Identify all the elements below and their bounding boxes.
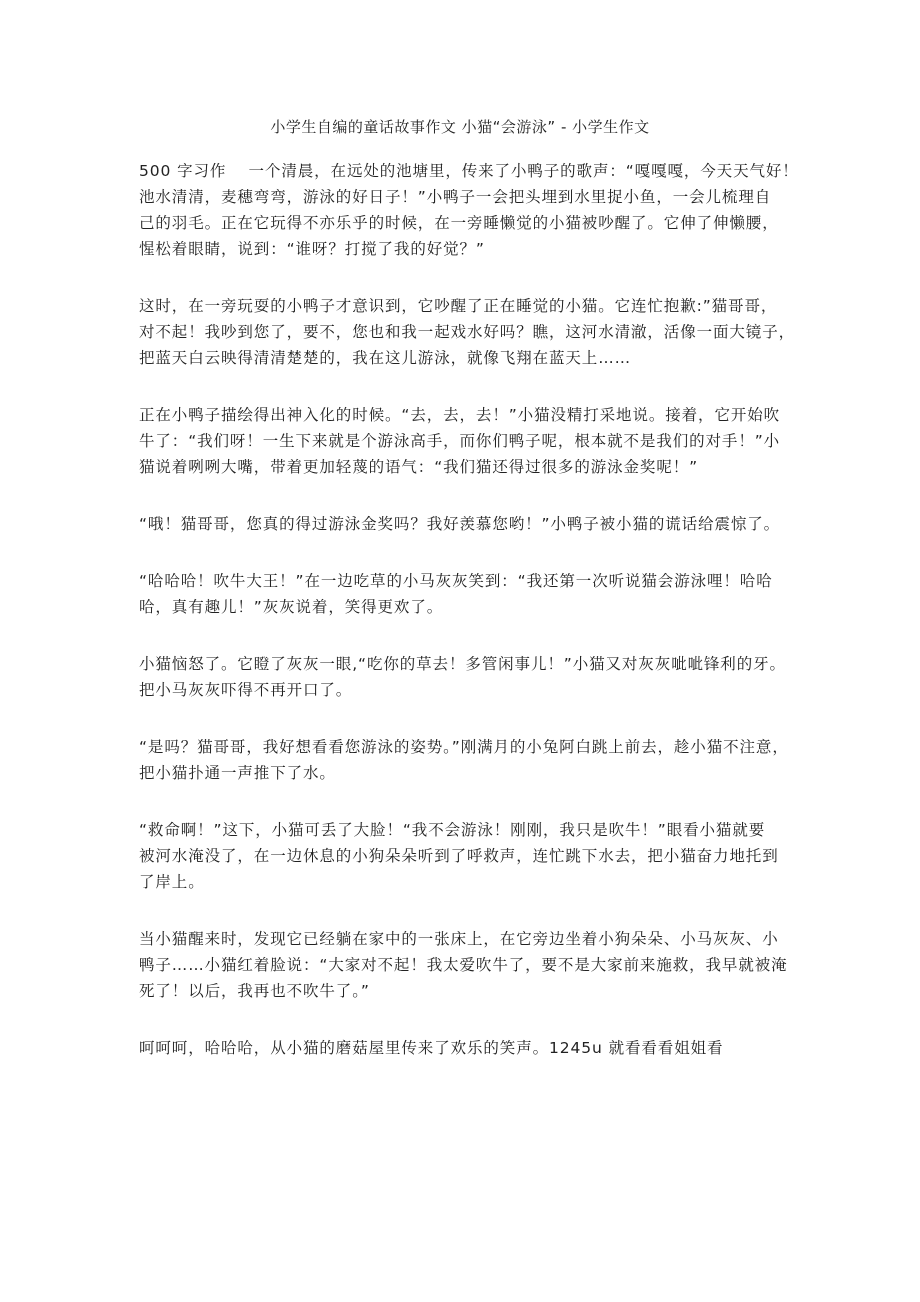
- paragraph-line: 哈，真有趣儿！”灰灰说着，笑得更欢了。: [139, 598, 444, 616]
- document-title: 小学生自编的童话故事作文 小猫“会游泳” - 小学生作文: [270, 118, 650, 136]
- document-body: [139, 158, 799, 1092]
- paragraph: [139, 402, 799, 480]
- paragraph-line: 把蓝天白云映得清清楚楚的，我在这儿游泳，就像飞翔在蓝天上……: [139, 349, 632, 367]
- paragraph: [139, 651, 799, 703]
- paragraph-line: 鸭子……小猫红着脸说：“大家对不起！我太爱吹牛了，要不是大家前来施救，我早就被淹: [139, 956, 788, 974]
- paragraph-line: “哦！猫哥哥，您真的得过游泳金奖吗？我好羡慕您哟！”小鸭子被小猫的谎话给震惊了。: [139, 515, 781, 533]
- paragraph: [139, 817, 799, 895]
- paragraph-line: 猫说着咧咧大嘴，带着更加轻蔑的语气：“我们猫还得过很多的游泳金奖呢！”: [139, 458, 699, 476]
- paragraph-line: 把小马灰灰吓得不再开口了。: [139, 681, 353, 699]
- paragraph-line: “是吗？猫哥哥，我好想看看您游泳的姿势。”刚满月的小兔阿白跳上前去，趁小猫不注意，: [139, 738, 789, 756]
- paragraph-line: “哈哈哈！吹牛大王！”在一边吃草的小马灰灰笑到：“我还第一次听说猫会游泳哩！哈哈: [139, 572, 773, 590]
- paragraph-line: 死了！以后，我再也不吹牛了。”: [139, 982, 370, 1000]
- paragraph: [139, 568, 799, 620]
- paragraph-line: 把小猫扑通一声推下了水。: [139, 764, 336, 782]
- paragraph-line: 当小猫醒来时，发现它已经躺在家中的一张床上，在它旁边坐着小狗朵朵、小马灰灰、小: [139, 930, 779, 948]
- paragraph-line: 500 字习作 一个清晨，在远处的池塘里，传来了小鸭子的歌声：“嘎嘎嘎，今天天气好！: [139, 162, 799, 180]
- paragraph: [139, 511, 799, 537]
- paragraph-line: 对不起！我吵到您了，要不，您也和我一起戏水好吗？瞧，这河水清澈，活像一面大镜子，: [139, 323, 796, 341]
- paragraph-line: 正在小鸭子描绘得出神入化的时候。“去，去，去！”小猫没精打采地说。接着，它开始吹: [139, 406, 781, 424]
- paragraph-line: “救命啊！”这下，小猫可丢了大脸！“我不会游泳！刚刚，我只是吹牛！”眼看小猫就要: [139, 821, 766, 839]
- paragraph-line: 小猫恼怒了。它瞪了灰灰一眼,“吃你的草去！多管闲事儿！”小猫又对灰灰呲呲锋利的牙。: [139, 655, 786, 673]
- paragraph-line: 了岸上。: [139, 873, 205, 891]
- paragraph-line: 牛了：“我们呀！一生下来就是个游泳高手，而你们鸭子呢，根本就不是我们的对手！”小: [139, 432, 781, 450]
- paragraph: [139, 1035, 799, 1061]
- paragraph-line: 呵呵呵，哈哈哈，从小猫的磨菇屋里传来了欢乐的笑声。1245u 就看看看姐姐看: [139, 1039, 724, 1057]
- paragraph-line: 惺松着眼睛，说到：“谁呀？打搅了我的好觉？”: [139, 240, 485, 258]
- paragraph-line: 这时，在一旁玩耍的小鸭子才意识到，它吵醒了正在睡觉的小猫。它连忙抱歉:”猫哥哥，: [139, 297, 778, 315]
- paragraph: [139, 158, 799, 262]
- paragraph-line: 池水清清，麦穗弯弯，游泳的好日子！”小鸭子一会把头埋到水里捉小鱼，一会儿梳理自: [139, 188, 772, 206]
- paragraph-line: 被河水淹没了，在一边休息的小狗朵朵听到了呼救声，连忙跳下水去，把小猫奋力地托到: [139, 847, 779, 865]
- paragraph: [139, 734, 799, 786]
- paragraph-line: 己的羽毛。正在它玩得不亦乐乎的时候，在一旁睡懒觉的小猫被吵醒了。它伸了伸懒腰，: [139, 214, 779, 232]
- paragraph: [139, 926, 799, 1004]
- paragraph: [139, 293, 799, 371]
